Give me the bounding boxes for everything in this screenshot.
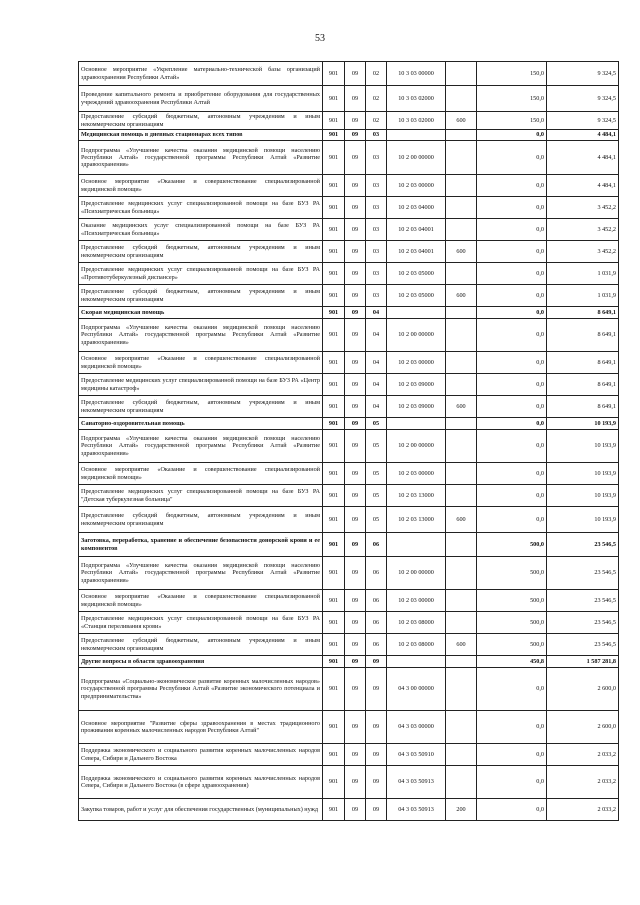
table-row xyxy=(79,352,619,374)
table-row xyxy=(79,197,619,219)
row-section-code: 09 xyxy=(345,86,366,112)
row-target-article xyxy=(387,656,446,668)
row-expense-type xyxy=(446,263,477,285)
table-row xyxy=(79,219,619,241)
row-expense-type xyxy=(446,744,477,766)
row-name: Предоставление субсидий бюджетным, автономным учреждениям и иным некоммерческим организациям xyxy=(79,285,323,307)
row-subsection-code: 05 xyxy=(366,430,387,463)
row-subsection-code: 06 xyxy=(366,612,387,634)
row-name: Медицинская помощь в дневных стационарах всех типов xyxy=(79,130,323,141)
row-section-code: 09 xyxy=(345,374,366,396)
row-section-code: 09 xyxy=(345,130,366,141)
row-target-article: 10 2 03 09000 xyxy=(387,374,446,396)
table-body xyxy=(79,62,619,821)
row-name: Основное мероприятие «Оказание и совершенствование специализированной медицинской помощи» xyxy=(79,463,323,485)
row-name: Предоставление субсидий бюджетным, автономным учреждениям и иным некоммерческим организациям xyxy=(79,396,323,418)
row-value-2: 8 649,1 xyxy=(547,374,619,396)
row-value-1: 450,8 xyxy=(477,656,547,668)
row-target-article: 10 3 03 02000 xyxy=(387,112,446,130)
row-name: Основное мероприятие «Оказание и совершенствование специализированной медицинской помощи» xyxy=(79,590,323,612)
row-gr-code: 901 xyxy=(323,307,345,319)
row-value-2: 2 033,2 xyxy=(547,744,619,766)
row-target-article xyxy=(387,418,446,430)
row-value-1: 0,0 xyxy=(477,319,547,352)
row-name: Другие вопросы в области здравоохранения xyxy=(79,656,323,668)
row-section-code: 09 xyxy=(345,175,366,197)
row-expense-type xyxy=(446,463,477,485)
row-target-article: 10 2 03 00000 xyxy=(387,175,446,197)
row-section-code: 09 xyxy=(345,307,366,319)
table-row xyxy=(79,86,619,112)
row-expense-type xyxy=(446,711,477,744)
row-target-article: 10 2 00 00000 xyxy=(387,141,446,175)
row-value-2: 1 587 281,8 xyxy=(547,656,619,668)
row-value-1: 0,0 xyxy=(477,219,547,241)
row-expense-type: 600 xyxy=(446,241,477,263)
row-value-2: 8 649,1 xyxy=(547,307,619,319)
row-gr-code: 901 xyxy=(323,656,345,668)
row-gr-code: 901 xyxy=(323,241,345,263)
budget-table xyxy=(78,61,619,821)
row-value-2: 23 546,5 xyxy=(547,612,619,634)
row-gr-code: 901 xyxy=(323,219,345,241)
table-row xyxy=(79,711,619,744)
table-row xyxy=(79,799,619,821)
row-gr-code: 901 xyxy=(323,634,345,656)
row-value-2: 10 193,9 xyxy=(547,485,619,507)
row-value-1: 0,0 xyxy=(477,507,547,533)
row-value-1: 0,0 xyxy=(477,668,547,711)
row-value-1: 150,0 xyxy=(477,62,547,86)
row-expense-type xyxy=(446,590,477,612)
row-target-article: 04 3 03 50913 xyxy=(387,799,446,821)
row-value-1: 0,0 xyxy=(477,352,547,374)
row-target-article: 10 2 03 05000 xyxy=(387,263,446,285)
row-value-1: 0,0 xyxy=(477,744,547,766)
row-gr-code: 901 xyxy=(323,374,345,396)
row-expense-type xyxy=(446,197,477,219)
table-row xyxy=(79,396,619,418)
row-expense-type xyxy=(446,319,477,352)
row-target-article: 10 2 03 09000 xyxy=(387,396,446,418)
table-row xyxy=(79,507,619,533)
row-expense-type xyxy=(446,430,477,463)
row-value-2: 23 546,5 xyxy=(547,557,619,590)
row-section-code: 09 xyxy=(345,612,366,634)
row-name: Оказание медицинских услуг специализированной помощи на базе БУЗ РА «Психиатрическая больница» xyxy=(79,219,323,241)
row-target-article: 10 2 03 04001 xyxy=(387,241,446,263)
row-subsection-code: 03 xyxy=(366,219,387,241)
row-value-1: 0,0 xyxy=(477,285,547,307)
row-expense-type xyxy=(446,374,477,396)
table-row xyxy=(79,557,619,590)
row-expense-type xyxy=(446,766,477,799)
row-section-code: 09 xyxy=(345,557,366,590)
row-target-article: 10 2 00 00000 xyxy=(387,319,446,352)
row-section-code: 09 xyxy=(345,507,366,533)
row-name: Предоставление медицинских услуг специализированной помощи на базе БУЗ РА «Психиатрическая больница» xyxy=(79,197,323,219)
row-value-1: 500,0 xyxy=(477,634,547,656)
row-expense-type xyxy=(446,130,477,141)
row-expense-type: 600 xyxy=(446,285,477,307)
row-gr-code: 901 xyxy=(323,711,345,744)
row-gr-code: 901 xyxy=(323,62,345,86)
table-row xyxy=(79,374,619,396)
row-value-2: 4 484,1 xyxy=(547,141,619,175)
row-value-2: 9 324,5 xyxy=(547,62,619,86)
row-value-1: 0,0 xyxy=(477,766,547,799)
row-name: Предоставление медицинских услуг специализированной помощи на базе БУЗ РА «Противотуберкулезный диспансер» xyxy=(79,263,323,285)
row-value-2: 10 193,9 xyxy=(547,463,619,485)
row-expense-type xyxy=(446,141,477,175)
row-target-article: 10 3 03 00000 xyxy=(387,62,446,86)
row-target-article: 10 2 00 00000 xyxy=(387,430,446,463)
row-value-2: 23 546,5 xyxy=(547,634,619,656)
row-subsection-code: 02 xyxy=(366,112,387,130)
row-gr-code: 901 xyxy=(323,396,345,418)
row-section-code: 09 xyxy=(345,197,366,219)
table-row xyxy=(79,241,619,263)
row-gr-code: 901 xyxy=(323,418,345,430)
row-target-article: 10 2 03 04001 xyxy=(387,219,446,241)
row-expense-type xyxy=(446,485,477,507)
row-target-article: 10 2 03 13000 xyxy=(387,507,446,533)
row-target-article: 04 3 03 50910 xyxy=(387,744,446,766)
row-gr-code: 901 xyxy=(323,130,345,141)
row-value-2: 23 546,5 xyxy=(547,533,619,557)
row-subsection-code: 05 xyxy=(366,485,387,507)
row-expense-type xyxy=(446,612,477,634)
row-subsection-code: 06 xyxy=(366,533,387,557)
row-subsection-code: 03 xyxy=(366,241,387,263)
row-section-code: 09 xyxy=(345,263,366,285)
row-section-code: 09 xyxy=(345,241,366,263)
row-target-article: 10 2 03 00000 xyxy=(387,463,446,485)
row-gr-code: 901 xyxy=(323,612,345,634)
row-section-code: 09 xyxy=(345,418,366,430)
table-row xyxy=(79,463,619,485)
row-value-2: 9 324,5 xyxy=(547,86,619,112)
row-gr-code: 901 xyxy=(323,766,345,799)
row-subsection-code: 04 xyxy=(366,396,387,418)
row-section-code: 09 xyxy=(345,634,366,656)
row-target-article: 10 2 00 00000 xyxy=(387,557,446,590)
row-subsection-code: 03 xyxy=(366,141,387,175)
table-row xyxy=(79,418,619,430)
row-subsection-code: 03 xyxy=(366,197,387,219)
row-expense-type xyxy=(446,86,477,112)
row-target-article: 04 3 03 50913 xyxy=(387,766,446,799)
row-expense-type xyxy=(446,557,477,590)
table-row xyxy=(79,175,619,197)
row-section-code: 09 xyxy=(345,396,366,418)
row-gr-code: 901 xyxy=(323,141,345,175)
row-value-2: 8 649,1 xyxy=(547,352,619,374)
row-value-1: 0,0 xyxy=(477,799,547,821)
row-name: Предоставление медицинских услуг специализированной помощи на базе БУЗ РА "Детская туберкулезная больница" xyxy=(79,485,323,507)
table-row xyxy=(79,130,619,141)
table-row xyxy=(79,430,619,463)
row-target-article: 10 2 03 00000 xyxy=(387,590,446,612)
row-name: Поддержка экономического и социального развития коренных малочисленных народов Севера, Сибири и Дальнего Востока xyxy=(79,744,323,766)
table-row xyxy=(79,62,619,86)
row-value-1: 0,0 xyxy=(477,175,547,197)
row-subsection-code: 06 xyxy=(366,634,387,656)
row-section-code: 09 xyxy=(345,766,366,799)
table-row xyxy=(79,656,619,668)
table-row xyxy=(79,612,619,634)
row-value-2: 3 452,2 xyxy=(547,219,619,241)
row-subsection-code: 02 xyxy=(366,86,387,112)
row-value-2: 8 649,1 xyxy=(547,319,619,352)
row-name: Основное мероприятие «Укрепление материально-технической базы организаций здравоохранения Республики Алтай» xyxy=(79,62,323,86)
row-value-2: 1 031,9 xyxy=(547,285,619,307)
row-value-2: 4 484,1 xyxy=(547,175,619,197)
row-name: Подпрограмма «Улучшение качества оказания медицинской помощи населению Республики Алтай» государственной программы Республики Алтай «Развитие здравоохранения» xyxy=(79,319,323,352)
table-row xyxy=(79,263,619,285)
row-gr-code: 901 xyxy=(323,352,345,374)
row-subsection-code: 03 xyxy=(366,263,387,285)
row-subsection-code: 04 xyxy=(366,374,387,396)
row-name: Заготовка, переработка, хранение и обеспечение безопасности донорской крови и ее компонентов xyxy=(79,533,323,557)
row-name: Основное мероприятие "Развитие сферы здравоохранения в местах традиционного проживания коренных малочисленных народов Республики Алтай" xyxy=(79,711,323,744)
row-expense-type xyxy=(446,668,477,711)
row-expense-type: 200 xyxy=(446,799,477,821)
row-expense-type xyxy=(446,307,477,319)
row-value-1: 0,0 xyxy=(477,418,547,430)
table-row xyxy=(79,307,619,319)
row-subsection-code: 05 xyxy=(366,507,387,533)
row-target-article: 10 2 03 04000 xyxy=(387,197,446,219)
row-value-1: 500,0 xyxy=(477,612,547,634)
row-value-1: 0,0 xyxy=(477,197,547,219)
row-gr-code: 901 xyxy=(323,86,345,112)
row-gr-code: 901 xyxy=(323,799,345,821)
row-target-article xyxy=(387,130,446,141)
row-section-code: 09 xyxy=(345,668,366,711)
row-name: Проведение капитального ремонта и приобретение оборудования для государственных учреждений здравоохранения Республики Алтай xyxy=(79,86,323,112)
row-name: Основное мероприятие «Оказание и совершенствование специализированной медицинской помощи» xyxy=(79,352,323,374)
row-gr-code: 901 xyxy=(323,430,345,463)
row-gr-code: 901 xyxy=(323,197,345,219)
row-subsection-code: 03 xyxy=(366,175,387,197)
row-gr-code: 901 xyxy=(323,557,345,590)
row-name: Предоставление медицинских услуг специализированной помощи на базе БУЗ РА «Станция переливания крови» xyxy=(79,612,323,634)
row-value-2: 4 484,1 xyxy=(547,130,619,141)
row-gr-code: 901 xyxy=(323,507,345,533)
row-gr-code: 901 xyxy=(323,175,345,197)
row-name: Предоставление медицинских услуг специализированной помощи на базе БУЗ РА «Центр медицины катастроф» xyxy=(79,374,323,396)
row-value-2: 10 193,9 xyxy=(547,507,619,533)
row-section-code: 09 xyxy=(345,463,366,485)
row-value-2: 2 600,0 xyxy=(547,711,619,744)
row-subsection-code: 09 xyxy=(366,799,387,821)
row-gr-code: 901 xyxy=(323,744,345,766)
table-row xyxy=(79,744,619,766)
row-target-article: 10 2 03 00000 xyxy=(387,352,446,374)
row-section-code: 09 xyxy=(345,744,366,766)
row-target-article: 10 2 03 08000 xyxy=(387,612,446,634)
row-target-article: 10 2 03 08000 xyxy=(387,634,446,656)
row-gr-code: 901 xyxy=(323,533,345,557)
row-name: Основное мероприятие «Оказание и совершенствование специализированной медицинской помощи» xyxy=(79,175,323,197)
table-row xyxy=(79,590,619,612)
row-value-1: 500,0 xyxy=(477,590,547,612)
row-section-code: 09 xyxy=(345,656,366,668)
row-value-2: 3 452,2 xyxy=(547,241,619,263)
row-section-code: 09 xyxy=(345,112,366,130)
row-value-1: 0,0 xyxy=(477,396,547,418)
row-gr-code: 901 xyxy=(323,285,345,307)
row-name: Подпрограмма «Улучшение качества оказания медицинской помощи населению Республики Алтай» государственной программы Республики Алтай «Развитие здравоохранения» xyxy=(79,141,323,175)
table-row xyxy=(79,634,619,656)
table-row xyxy=(79,285,619,307)
row-section-code: 09 xyxy=(345,141,366,175)
row-value-1: 150,0 xyxy=(477,86,547,112)
row-section-code: 09 xyxy=(345,319,366,352)
row-target-article: 04 3 00 00000 xyxy=(387,668,446,711)
row-value-2: 8 649,1 xyxy=(547,396,619,418)
row-name: Предоставление субсидий бюджетным, автономным учреждениям и иным некоммерческим организациям xyxy=(79,241,323,263)
row-name: Предоставление субсидий бюджетным, автономным учреждениям и иным некоммерческим организациям xyxy=(79,634,323,656)
row-value-2: 2 033,2 xyxy=(547,799,619,821)
row-gr-code: 901 xyxy=(323,112,345,130)
row-value-2: 9 324,5 xyxy=(547,112,619,130)
table-row xyxy=(79,485,619,507)
row-section-code: 09 xyxy=(345,285,366,307)
row-value-2: 3 452,2 xyxy=(547,197,619,219)
row-subsection-code: 09 xyxy=(366,668,387,711)
row-name: Подпрограмма «Улучшение качества оказания медицинской помощи населению Республики Алтай» государственной программы Республики Алтай «Развитие здравоохранения» xyxy=(79,557,323,590)
row-expense-type xyxy=(446,418,477,430)
table-row xyxy=(79,112,619,130)
row-subsection-code: 09 xyxy=(366,744,387,766)
row-section-code: 09 xyxy=(345,62,366,86)
row-section-code: 09 xyxy=(345,219,366,241)
row-target-article: 10 3 03 02000 xyxy=(387,86,446,112)
row-value-1: 0,0 xyxy=(477,130,547,141)
table-row xyxy=(79,141,619,175)
row-expense-type xyxy=(446,219,477,241)
table-row xyxy=(79,533,619,557)
row-name: Поддержка экономического и социального развития коренных малочисленных народов Севера, Сибири и Дальнего Востока (в сфере здравоохранения) xyxy=(79,766,323,799)
row-subsection-code: 06 xyxy=(366,557,387,590)
row-expense-type xyxy=(446,533,477,557)
row-value-1: 0,0 xyxy=(477,711,547,744)
table-row xyxy=(79,319,619,352)
row-subsection-code: 04 xyxy=(366,319,387,352)
row-subsection-code: 04 xyxy=(366,352,387,374)
row-value-1: 150,0 xyxy=(477,112,547,130)
row-expense-type: 600 xyxy=(446,112,477,130)
row-gr-code: 901 xyxy=(323,319,345,352)
row-target-article xyxy=(387,307,446,319)
row-gr-code: 901 xyxy=(323,485,345,507)
row-subsection-code: 04 xyxy=(366,307,387,319)
row-subsection-code: 03 xyxy=(366,285,387,307)
row-value-1: 0,0 xyxy=(477,141,547,175)
row-section-code: 09 xyxy=(345,430,366,463)
row-expense-type xyxy=(446,656,477,668)
row-name: Предоставление субсидий бюджетным, автономным учреждениям и иным некоммерческим организациям xyxy=(79,507,323,533)
row-value-1: 0,0 xyxy=(477,463,547,485)
row-value-1: 0,0 xyxy=(477,374,547,396)
row-subsection-code: 05 xyxy=(366,463,387,485)
row-section-code: 09 xyxy=(345,711,366,744)
row-value-1: 0,0 xyxy=(477,307,547,319)
row-section-code: 09 xyxy=(345,590,366,612)
row-value-1: 500,0 xyxy=(477,533,547,557)
row-name: Подпрограмма «Социально-экономическое развитие коренных малочисленных народов» государственной программы Республики Алтай «Развитие экономического потенциала и предпринимательства» xyxy=(79,668,323,711)
row-value-1: 0,0 xyxy=(477,430,547,463)
row-subsection-code: 09 xyxy=(366,656,387,668)
row-expense-type xyxy=(446,62,477,86)
row-subsection-code: 02 xyxy=(366,62,387,86)
row-value-2: 23 546,5 xyxy=(547,590,619,612)
row-subsection-code: 03 xyxy=(366,130,387,141)
row-name: Санаторно-оздоровительная помощь xyxy=(79,418,323,430)
row-value-2: 2 033,2 xyxy=(547,766,619,799)
row-expense-type xyxy=(446,175,477,197)
row-value-1: 0,0 xyxy=(477,263,547,285)
row-section-code: 09 xyxy=(345,485,366,507)
row-target-article xyxy=(387,533,446,557)
row-value-1: 500,0 xyxy=(477,557,547,590)
row-subsection-code: 05 xyxy=(366,418,387,430)
row-value-2: 2 600,0 xyxy=(547,668,619,711)
table-row xyxy=(79,766,619,799)
page-number: 53 xyxy=(315,33,325,44)
row-expense-type: 600 xyxy=(446,634,477,656)
row-target-article: 10 2 03 13000 xyxy=(387,485,446,507)
row-gr-code: 901 xyxy=(323,263,345,285)
row-value-1: 0,0 xyxy=(477,241,547,263)
row-section-code: 09 xyxy=(345,352,366,374)
row-expense-type xyxy=(446,352,477,374)
row-name: Подпрограмма «Улучшение качества оказания медицинской помощи населению Республики Алтай» государственной программы Республики Алтай «Развитие здравоохранения» xyxy=(79,430,323,463)
row-value-2: 1 031,9 xyxy=(547,263,619,285)
row-subsection-code: 09 xyxy=(366,766,387,799)
row-expense-type: 600 xyxy=(446,396,477,418)
row-value-2: 10 193,9 xyxy=(547,418,619,430)
row-expense-type: 600 xyxy=(446,507,477,533)
row-target-article: 10 2 03 05000 xyxy=(387,285,446,307)
row-section-code: 09 xyxy=(345,799,366,821)
row-value-1: 0,0 xyxy=(477,485,547,507)
row-name: Скорая медицинская помощь xyxy=(79,307,323,319)
row-gr-code: 901 xyxy=(323,463,345,485)
row-gr-code: 901 xyxy=(323,668,345,711)
row-target-article: 04 3 03 00000 xyxy=(387,711,446,744)
row-name: Предоставление субсидий бюджетным, автономным учреждениям и иным некоммерческим организациям xyxy=(79,112,323,130)
row-value-2: 10 193,9 xyxy=(547,430,619,463)
row-section-code: 09 xyxy=(345,533,366,557)
row-subsection-code: 09 xyxy=(366,711,387,744)
table-row xyxy=(79,668,619,711)
row-gr-code: 901 xyxy=(323,590,345,612)
row-subsection-code: 06 xyxy=(366,590,387,612)
row-name: Закупка товаров, работ и услуг для обеспечения государственных (муниципальных) нужд xyxy=(79,799,323,821)
